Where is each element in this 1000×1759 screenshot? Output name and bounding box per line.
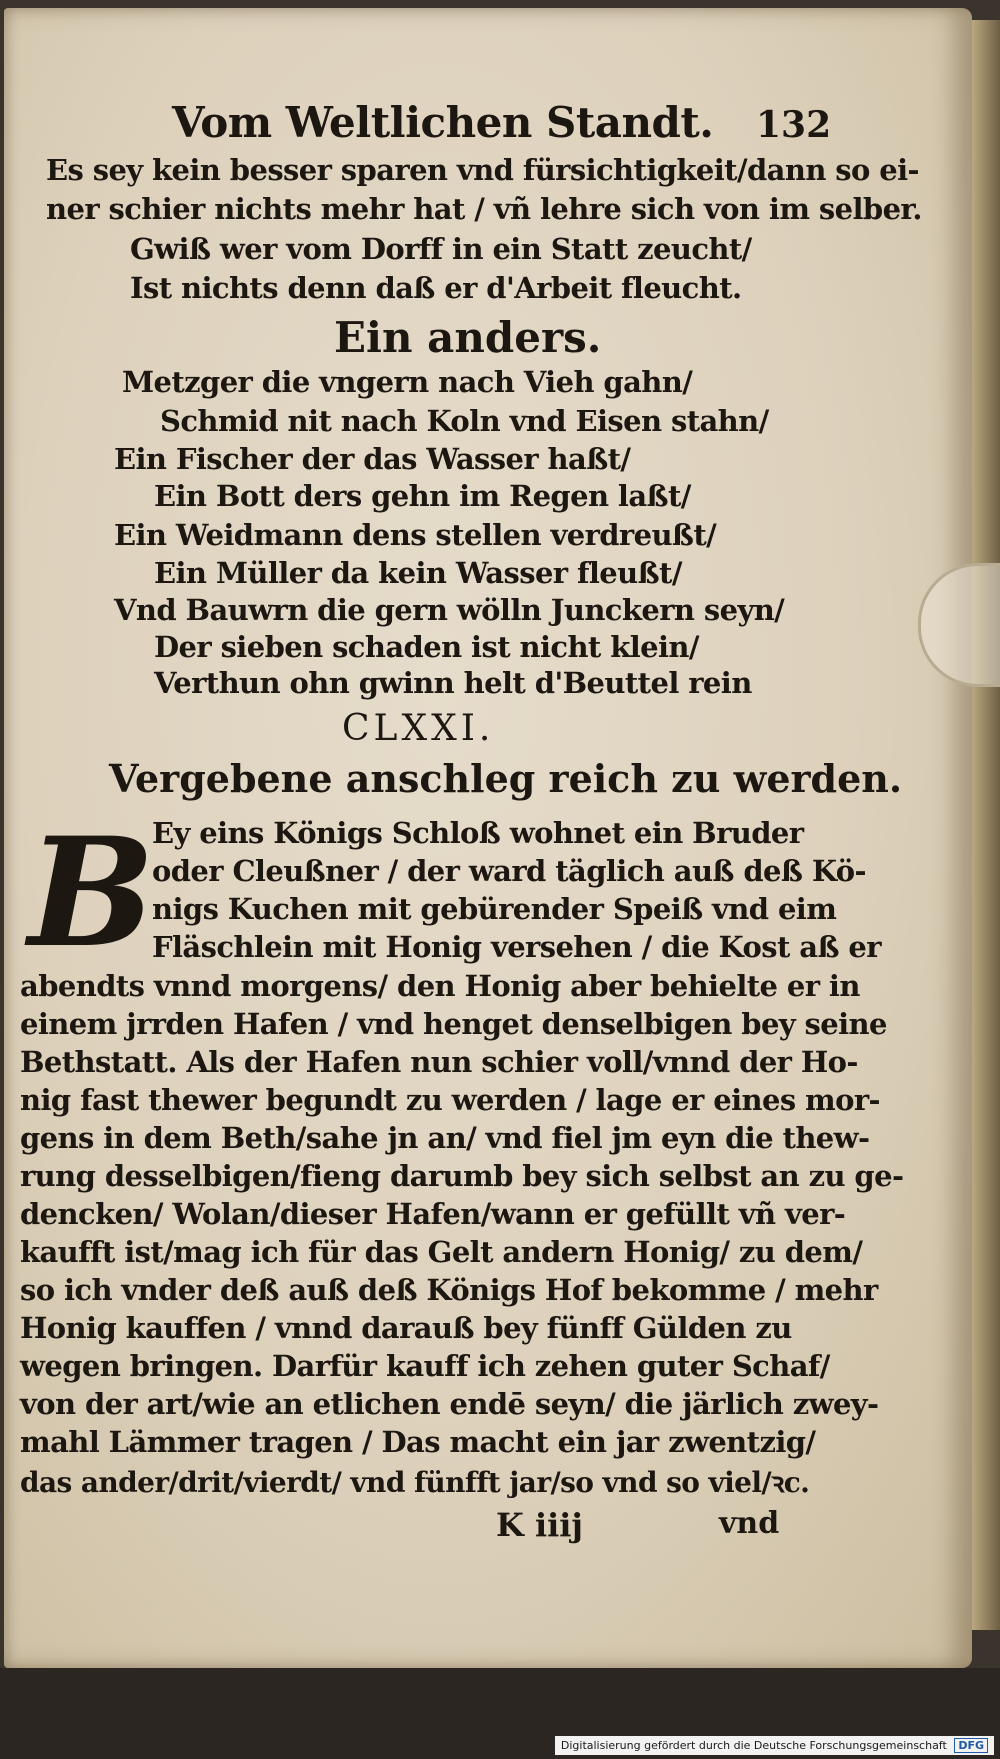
poem-line: Ein Weidmann dens stellen verdreußt/	[114, 518, 717, 552]
body-line: einem jrrden Hafen / vnd henget denselbigen bey seine	[20, 1007, 887, 1041]
chapter-title: Vergebene anschleg reich zu werden.	[109, 756, 903, 801]
section-heading: Ein anders.	[334, 313, 602, 362]
body-line: Bethstatt. Als der Hafen nun schier voll/vnnd der Ho-	[20, 1045, 858, 1079]
page-number: 132	[756, 104, 832, 146]
body-line: so ich vnder deß auß deß Königs Hof bekomme / mehr	[20, 1273, 878, 1307]
catchword: vnd	[719, 1506, 780, 1541]
poem-line: Ein Bott ders gehn im Regen laßt/	[154, 479, 691, 513]
poem-line: Ein Fischer der das Wasser haßt/	[114, 442, 631, 476]
body-line: kaufft ist/mag ich für das Gelt andern Honig/ zu dem/	[20, 1235, 863, 1269]
poem-line: Schmid nit nach Koln vnd Eisen stahn/	[160, 404, 769, 438]
signature-mark: K iiij	[496, 1506, 583, 1544]
book-page	[4, 8, 972, 1668]
body-line: Ey eins Königs Schloß wohnet ein Bruder	[152, 816, 804, 850]
body-line: oder Cleußner / der ward täglich auß deß Kö-	[152, 854, 866, 888]
body-line: nig fast thewer begundt zu werden / lage er eines mor-	[20, 1083, 880, 1117]
body-line: Fläschlein mit Honig versehen / die Kost aß er	[152, 930, 881, 964]
drop-cap-initial: B	[28, 805, 155, 981]
chapter-numeral: CLXXI.	[342, 708, 495, 749]
body-line: von der art/wie an etlichen endē seyn/ die järlich zwey-	[20, 1387, 879, 1421]
body-line: gens in dem Beth/sahe jn an/ vnd fiel jm eyn die thew-	[20, 1121, 870, 1155]
poem-line: Der sieben schaden ist nicht klein/	[154, 630, 699, 664]
body-line: mahl Lämmer tragen / Das macht ein jar zwentzig/	[20, 1425, 816, 1459]
poem-line: Verthun ohn gwinn helt d'Beuttel rein	[154, 666, 752, 700]
body-line: Honig kauffen / vnnd darauß bey fünff Gülden zu	[20, 1311, 792, 1345]
scan-bottom-bar	[0, 1668, 1000, 1759]
body-line: rung desselbigen/fieng darumb bey sich selbst an zu ge-	[20, 1159, 904, 1193]
poem-line: Metzger die vngern nach Vieh gahn/	[122, 365, 693, 399]
digitization-credit	[555, 1736, 994, 1755]
dfg-logo: DFG	[954, 1738, 988, 1753]
body-line: wegen bringen. Darfür kauff ich zehen guter Schaf/	[20, 1349, 830, 1383]
running-head: Vom Weltlichen Standt.	[172, 98, 714, 147]
intro-line: Es sey kein besser sparen vnd fürsichtigkeit/dann so ei-	[46, 153, 919, 187]
intro-line: Ist nichts denn daß er d'Arbeit fleucht.	[130, 271, 742, 305]
intro-line: Gwiß wer vom Dorff in ein Statt zeucht/	[130, 232, 752, 266]
body-line: dencken/ Wolan/dieser Hafen/wann er gefüllt vñ ver-	[20, 1197, 846, 1231]
intro-line: ner schier nichts mehr hat / vñ lehre sich von im selber.	[46, 192, 922, 226]
credit-text: Digitalisierung gefördert durch die Deutsche Forschungsgemeinschaft	[560, 1739, 947, 1752]
body-line: das ander/drit/vierdt/ vnd fünfft jar/so vnd so viel/ꝛc.	[20, 1466, 810, 1499]
poem-line: Vnd Bauwrn die gern wölln Junckern seyn/	[114, 593, 785, 627]
body-line: nigs Kuchen mit gebürender Speiß vnd eim	[152, 892, 837, 926]
poem-line: Ein Müller da kein Wasser fleußt/	[154, 556, 682, 590]
body-line: abendts vnnd morgens/ den Honig aber behielte er in	[20, 969, 860, 1003]
